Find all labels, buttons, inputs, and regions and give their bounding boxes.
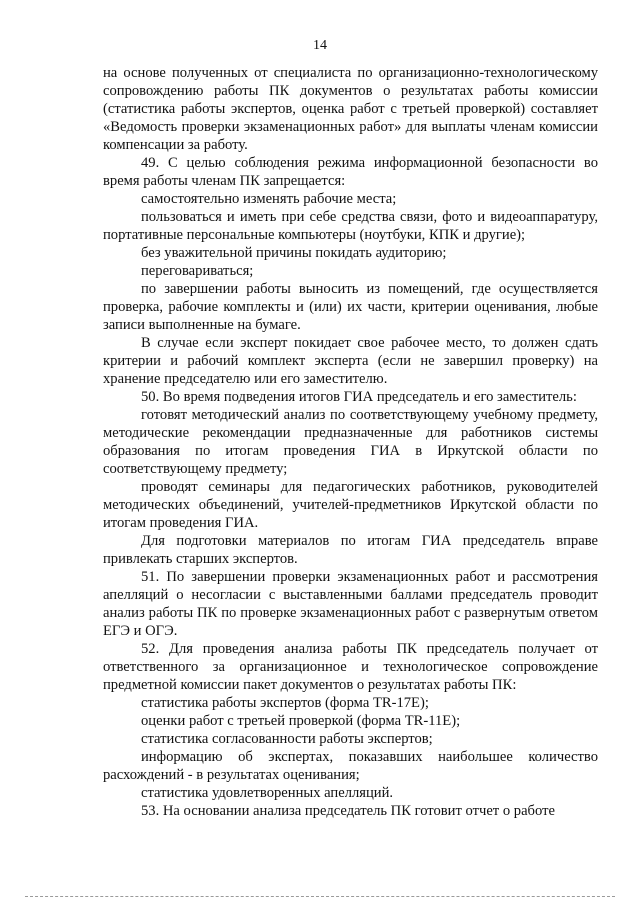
paragraph: 53. На основании анализа председатель ПК готовит отчет о работе — [141, 803, 555, 819]
page-bottom-edge — [25, 896, 615, 897]
paragraph: проводят семинары для педагогических работников, руководителей методических объединений, учителей-предметников Иркутской области по итогам проведения ГИА. — [103, 479, 598, 531]
page-number: 14 — [313, 38, 327, 53]
document-body — [103, 64, 598, 820]
paragraph: по завершении работы выносить из помещений, где осуществляется проверка, рабочие комплекты и (или) их части, критерии оценивания, любые записи выполненные на бумаге. — [103, 281, 598, 333]
paragraph: без уважительной причины покидать аудиторию; — [141, 245, 447, 261]
paragraph: В случае если эксперт покидает свое рабочее место, то должен сдать критерии и рабочий комплект эксперта (если не завершил проверку) на хранение председателю или его заместителю. — [103, 335, 598, 387]
paragraph: 51. По завершении проверки экзаменационных работ и рассмотрения апелляций о несогласии с выставленными баллами председатель проводит анализ работы ПК по проверке экзаменационных работ с развернутым ответом ЕГЭ и ОГЭ. — [103, 569, 598, 639]
paragraph: готовят методический анализ по соответствующему учебному предмету, методические рекомендации предназначенные для работников системы образования по итогам проведения ГИА в Иркутской области по соответствующему предмету; — [103, 407, 598, 477]
paragraph: 49. С целью соблюдения режима информационной безопасности во время работы членам ПК запрещается: — [103, 155, 598, 189]
paragraph: статистика согласованности работы экспертов; — [141, 731, 433, 747]
paragraph: 50. Во время подведения итогов ГИА председатель и его заместитель: — [141, 389, 577, 405]
paragraph: статистика удовлетворенных апелляций. — [141, 785, 394, 801]
paragraph: на основе полученных от специалиста по организационно-технологическому сопровождению работы ПК документов о результатах работы комиссии (статистика работы экспертов, оценка работ с третьей проверкой) составляет «Ведомость проверки экзаменационных работ» для выплаты членам комиссии компенсации за работу. — [103, 65, 598, 153]
paragraph: самостоятельно изменять рабочие места; — [141, 191, 397, 207]
paragraph: информацию об экспертах, показавших наибольшее количество расхождений - в результатах оценивания; — [103, 749, 598, 783]
paragraph: 52. Для проведения анализа работы ПК председатель получает от ответственного за организационное и технологическое сопровождение предметной комиссии пакет документов о результатах работы ПК: — [103, 641, 598, 693]
paragraph: пользоваться и иметь при себе средства связи, фото и видеоаппаратуру, портативные персональные компьютеры (ноутбуки, КПК и другие); — [103, 209, 598, 243]
paragraph: статистика работы экспертов (форма TR-17E); — [141, 695, 429, 711]
paragraph: Для подготовки материалов по итогам ГИА председатель вправе привлекать старших экспертов. — [103, 533, 598, 567]
paragraph: оценки работ с третьей проверкой (форма TR-11E); — [141, 713, 461, 729]
paragraph: переговариваться; — [141, 263, 254, 279]
